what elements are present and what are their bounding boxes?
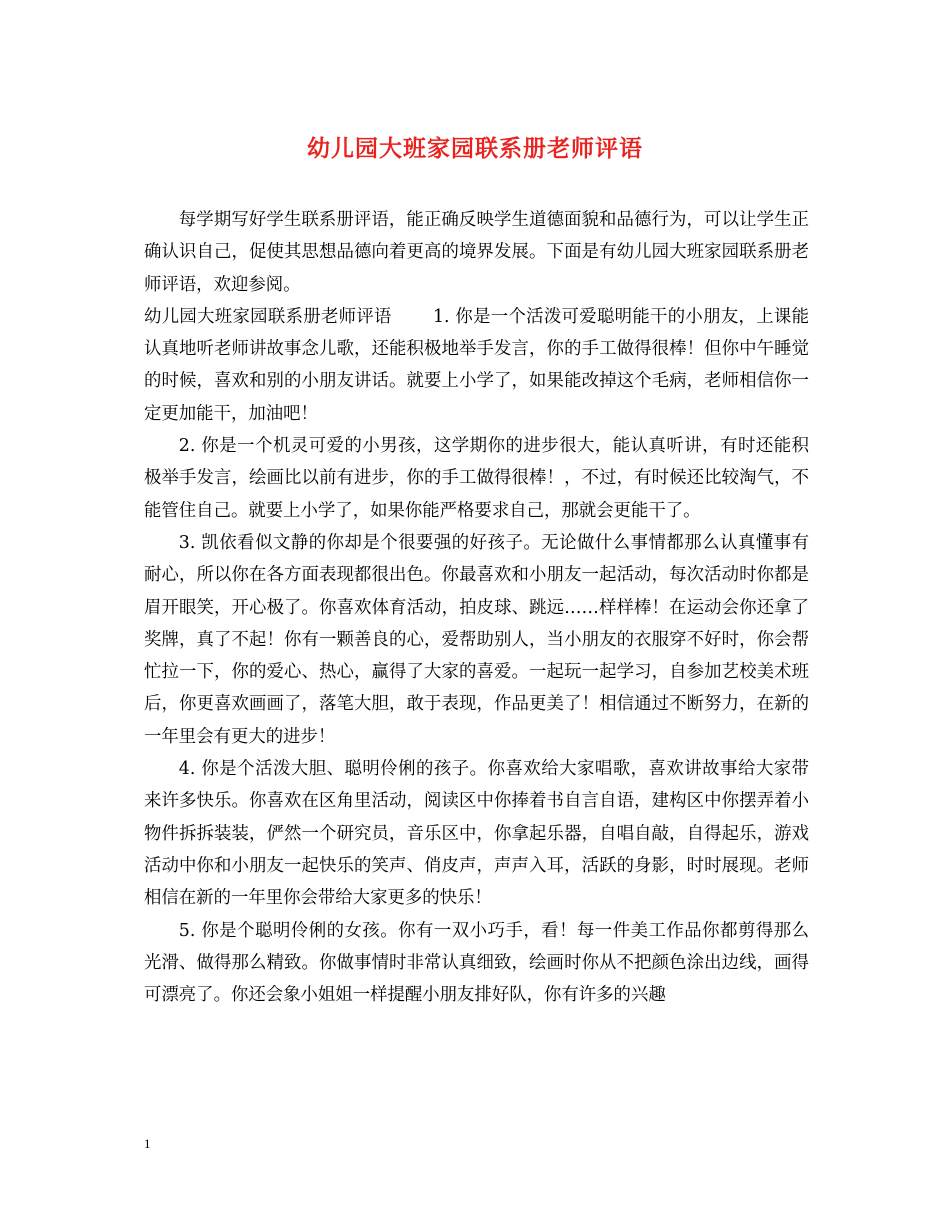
page-number: 1 [144,1136,151,1151]
comment-1: 幼儿园大班家园联系册老师评语 1. 你是一个活泼可爱聪明能干的小朋友，上课能认真地听老师讲故事念儿歌，还能积极地举手发言，你的手工做得很棒！但你中午睡觉的时候，喜欢和别的小朋友讲话。就要上小学了，如果能改掉这个毛病，老师相信你一定更加能干，加油吧！ [144,306,809,424]
intro-paragraph: 每学期写好学生联系册评语，能正确反映学生道德面貌和品德行为，可以让学生正确认识自己，促使其思想品德向着更高的境界发展。下面是有幼儿园大班家园联系册老师评语，欢迎参阅。 [144,210,809,295]
comment-5: 5. 你是个聪明伶俐的女孩。你有一双小巧手，看！每一件美工作品你都剪得那么光滑、做得那么精致。你做事情时非常认真细致，绘画时你从不把颜色涂出边线，画得可漂亮了。你还会象小姐姐一样提醒小朋友排好队，你有许多的兴趣 [144,920,809,1006]
comment-2: 2. 你是一个机灵可爱的小男孩，这学期你的进步很大，能认真听讲，有时还能积极举手发言，绘画比以前有进步，你的手工做得很棒！，不过，有时候还比较淘气，不能管住自己。就要上小学了，如果你能严格要求自己，那就会更能干了。 [144,436,809,521]
comment-3: 3. 凯依看似文静的你却是个很要强的好孩子。无论做什么事情都那么认真懂事有耐心，所以你在各方面表现都很出色。你最喜欢和小朋友一起活动，每次活动时你都是眉开眼笑，开心极了。你喜欢体育活动，拍皮球、跳远……样样棒！在运动会你还拿了奖牌，真了不起！你有一颗善良的心，爱帮助别人，当小朋友的衣服穿不好时，你会帮忙拉一下，你的爱心、热心，赢得了大家的喜爱。一起玩一起学习，自参加艺校美术班后，你更喜欢画画了，落笔大胆，敢于表现，作品更美了！相信通过不断努力，在新的一年里会有更大的进步！ [144,532,809,747]
comment-4: 4. 你是个活泼大胆、聪明伶俐的孩子。你喜欢给大家唱歌，喜欢讲故事给大家带来许多快乐。你喜欢在区角里活动，阅读区中你捧着书自言自语，建构区中你摆弄着小物件拆拆装装，俨然一个研究员，音乐区中，你拿起乐器，自唱自敲，自得起乐，游戏活动中你和小朋友一起快乐的笑声、俏皮声，声声入耳，活跃的身影，时时展现。老师相信在新的一年里你会带给大家更多的快乐！ [144,759,809,909]
document-title: 幼儿园大班家园联系册老师评语 [307,136,643,162]
document-body [144,204,809,1011]
